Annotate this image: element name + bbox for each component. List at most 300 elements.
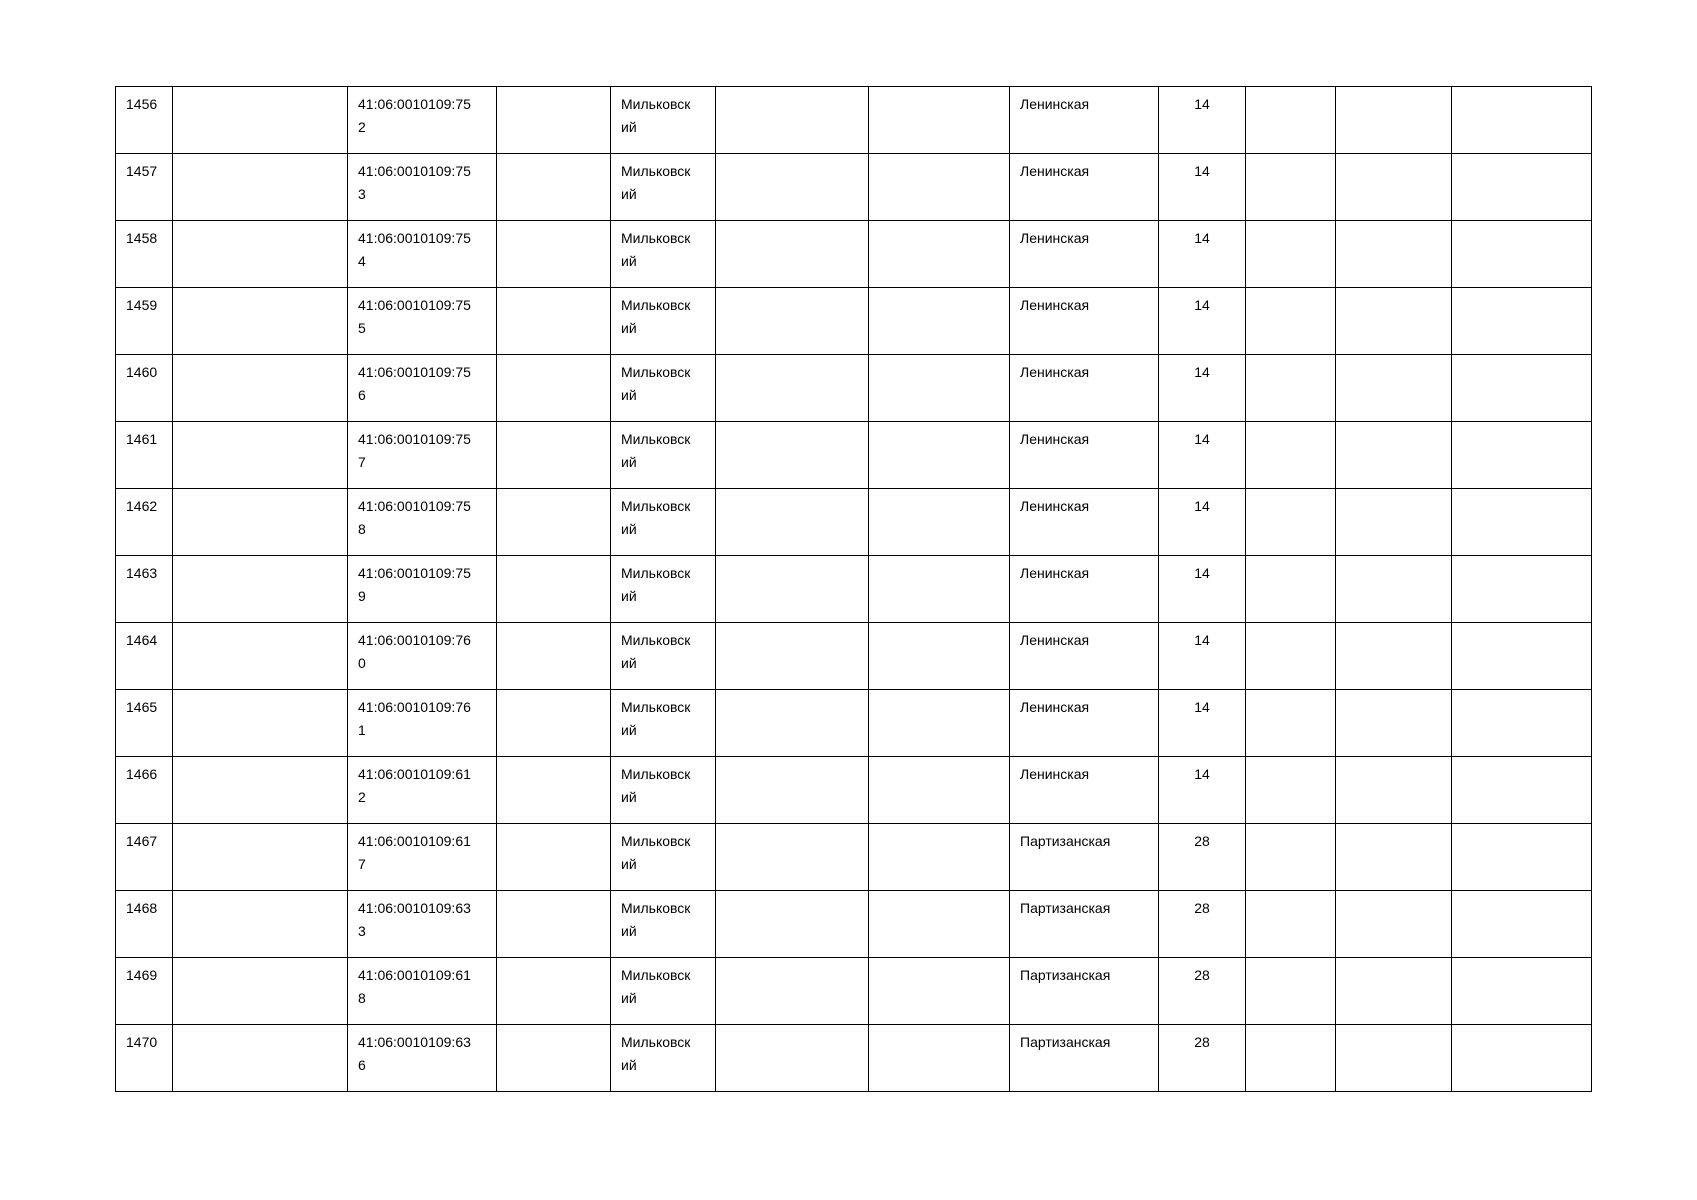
empty-cell [869, 355, 1010, 422]
empty-cell [1336, 891, 1452, 958]
cadastral-number-line-1: 41:06:0010109:75 [358, 230, 471, 246]
empty-cell [497, 891, 611, 958]
empty-cell [1246, 355, 1336, 422]
street-cell [1010, 891, 1159, 958]
cadastral-number-line-2: 9 [358, 587, 366, 604]
cadastral-number-line-1: 41:06:0010109:61 [358, 766, 471, 782]
empty-cell [869, 1025, 1010, 1092]
empty-cell [497, 958, 611, 1025]
empty-cell [1246, 489, 1336, 556]
cadastral-number-cell [348, 288, 497, 355]
street-name: Ленинская [1020, 163, 1090, 179]
empty-cell [173, 690, 348, 757]
table-row [116, 489, 1592, 556]
district-cell [611, 891, 716, 958]
empty-cell [716, 891, 869, 958]
cadastral-number-cell [348, 355, 497, 422]
house-number: 14 [1194, 364, 1210, 380]
district-cell [611, 221, 716, 288]
district-line-2: ий [621, 721, 637, 738]
cadastral-number-line-1: 41:06:0010109:75 [358, 565, 471, 581]
cadastral-number-cell [348, 154, 497, 221]
cadastral-number-cell [348, 87, 497, 154]
empty-cell [869, 690, 1010, 757]
row-number-cell [116, 556, 173, 623]
street-cell [1010, 87, 1159, 154]
empty-cell [869, 556, 1010, 623]
house-number: 28 [1194, 833, 1210, 849]
empty-cell [497, 87, 611, 154]
empty-cell [497, 824, 611, 891]
row-number-cell [116, 489, 173, 556]
empty-cell [173, 87, 348, 154]
table-row [116, 154, 1592, 221]
table-row [116, 958, 1592, 1025]
cadastral-number-line-2: 2 [358, 788, 366, 805]
empty-cell [869, 422, 1010, 489]
empty-cell [1452, 355, 1592, 422]
district-line-1: Мильковск [621, 1034, 691, 1050]
district-line-1: Мильковск [621, 967, 691, 983]
house-number-cell [1159, 690, 1246, 757]
house-number: 14 [1194, 431, 1210, 447]
empty-cell [869, 288, 1010, 355]
empty-cell [173, 288, 348, 355]
district-line-1: Мильковск [621, 498, 691, 514]
district-cell [611, 154, 716, 221]
empty-cell [716, 690, 869, 757]
house-number-cell [1159, 1025, 1246, 1092]
house-number-cell [1159, 422, 1246, 489]
empty-cell [869, 757, 1010, 824]
street-name: Партизанская [1020, 1034, 1111, 1050]
empty-cell [716, 422, 869, 489]
row-number: 1460 [126, 364, 158, 380]
cadastral-number-line-1: 41:06:0010109:75 [358, 431, 471, 447]
house-number-cell [1159, 623, 1246, 690]
empty-cell [1336, 1025, 1452, 1092]
row-number-cell [116, 87, 173, 154]
district-line-2: ий [621, 185, 637, 202]
district-cell [611, 958, 716, 1025]
row-number-cell [116, 690, 173, 757]
cadastral-number-line-1: 41:06:0010109:61 [358, 967, 471, 983]
district-line-2: ий [621, 520, 637, 537]
district-line-2: ий [621, 788, 637, 805]
district-cell [611, 623, 716, 690]
empty-cell [869, 221, 1010, 288]
empty-cell [1452, 154, 1592, 221]
empty-cell [716, 154, 869, 221]
cadastral-number-line-1: 41:06:0010109:76 [358, 699, 471, 715]
street-cell [1010, 690, 1159, 757]
street-name: Партизанская [1020, 967, 1111, 983]
empty-cell [869, 489, 1010, 556]
cadastral-number-line-1: 41:06:0010109:75 [358, 297, 471, 313]
cadastral-number-line-2: 8 [358, 520, 366, 537]
district-cell [611, 556, 716, 623]
row-number-cell [116, 757, 173, 824]
row-number: 1458 [126, 230, 158, 246]
empty-cell [1246, 87, 1336, 154]
district-line-1: Мильковск [621, 565, 691, 581]
empty-cell [497, 757, 611, 824]
street-name: Ленинская [1020, 96, 1090, 112]
empty-cell [1336, 824, 1452, 891]
district-cell [611, 690, 716, 757]
district-line-1: Мильковск [621, 833, 691, 849]
row-number: 1463 [126, 565, 158, 581]
empty-cell [173, 154, 348, 221]
empty-cell [716, 556, 869, 623]
street-name: Партизанская [1020, 833, 1111, 849]
street-cell [1010, 958, 1159, 1025]
cadastral-number-cell [348, 422, 497, 489]
row-number: 1457 [126, 163, 158, 179]
empty-cell [1246, 757, 1336, 824]
row-number-cell [116, 623, 173, 690]
empty-cell [497, 288, 611, 355]
row-number: 1467 [126, 833, 158, 849]
house-number-cell [1159, 87, 1246, 154]
street-cell [1010, 489, 1159, 556]
row-number: 1464 [126, 632, 158, 648]
row-number: 1461 [126, 431, 158, 447]
district-line-2: ий [621, 252, 637, 269]
empty-cell [1336, 422, 1452, 489]
district-cell [611, 87, 716, 154]
street-name: Ленинская [1020, 364, 1090, 380]
table-row [116, 824, 1592, 891]
house-number: 28 [1194, 1034, 1210, 1050]
house-number-cell [1159, 556, 1246, 623]
empty-cell [1246, 623, 1336, 690]
street-cell [1010, 422, 1159, 489]
empty-cell [716, 958, 869, 1025]
empty-cell [1452, 623, 1592, 690]
cadastral-number-cell [348, 556, 497, 623]
house-number: 14 [1194, 163, 1210, 179]
empty-cell [497, 556, 611, 623]
cadastral-number-line-1: 41:06:0010109:63 [358, 1034, 471, 1050]
district-cell [611, 355, 716, 422]
district-line-1: Мильковск [621, 297, 691, 313]
row-number: 1462 [126, 498, 158, 514]
row-number: 1465 [126, 699, 158, 715]
district-line-2: ий [621, 386, 637, 403]
cadastral-number-line-2: 8 [358, 989, 366, 1006]
empty-cell [173, 221, 348, 288]
empty-cell [1452, 221, 1592, 288]
empty-cell [1452, 958, 1592, 1025]
empty-cell [869, 958, 1010, 1025]
house-number-cell [1159, 221, 1246, 288]
district-line-1: Мильковск [621, 766, 691, 782]
empty-cell [173, 489, 348, 556]
empty-cell [1452, 489, 1592, 556]
street-cell [1010, 757, 1159, 824]
empty-cell [497, 489, 611, 556]
empty-cell [173, 355, 348, 422]
empty-cell [1336, 154, 1452, 221]
house-number: 14 [1194, 632, 1210, 648]
cadastral-number-cell [348, 1025, 497, 1092]
district-line-1: Мильковск [621, 96, 691, 112]
empty-cell [1336, 690, 1452, 757]
row-number: 1459 [126, 297, 158, 313]
street-cell [1010, 1025, 1159, 1092]
row-number: 1468 [126, 900, 158, 916]
house-number: 14 [1194, 96, 1210, 112]
district-cell [611, 489, 716, 556]
cadastral-number-cell [348, 824, 497, 891]
house-number: 28 [1194, 967, 1210, 983]
empty-cell [173, 824, 348, 891]
house-number: 28 [1194, 900, 1210, 916]
table-body [116, 87, 1592, 1092]
street-name: Ленинская [1020, 565, 1090, 581]
house-number: 14 [1194, 766, 1210, 782]
district-line-2: ий [621, 1056, 637, 1073]
empty-cell [716, 757, 869, 824]
empty-cell [1336, 757, 1452, 824]
district-line-1: Мильковск [621, 431, 691, 447]
cadastral-number-line-2: 0 [358, 654, 366, 671]
empty-cell [1246, 154, 1336, 221]
district-line-2: ий [621, 654, 637, 671]
empty-cell [1452, 556, 1592, 623]
district-line-2: ий [621, 855, 637, 872]
cadastral-number-line-2: 3 [358, 922, 366, 939]
empty-cell [1246, 891, 1336, 958]
district-line-1: Мильковск [621, 364, 691, 380]
cadastral-number-line-2: 1 [358, 721, 366, 738]
table-row [116, 288, 1592, 355]
empty-cell [1336, 355, 1452, 422]
district-cell [611, 1025, 716, 1092]
street-cell [1010, 288, 1159, 355]
row-number-cell [116, 824, 173, 891]
row-number: 1456 [126, 96, 158, 112]
empty-cell [869, 824, 1010, 891]
cadastral-number-line-1: 41:06:0010109:75 [358, 163, 471, 179]
house-number-cell [1159, 154, 1246, 221]
empty-cell [716, 489, 869, 556]
empty-cell [1452, 891, 1592, 958]
empty-cell [1452, 824, 1592, 891]
empty-cell [1452, 1025, 1592, 1092]
empty-cell [1246, 1025, 1336, 1092]
district-line-2: ий [621, 453, 637, 470]
empty-cell [716, 623, 869, 690]
house-number-cell [1159, 757, 1246, 824]
house-number-cell [1159, 824, 1246, 891]
cadastral-number-line-2: 6 [358, 386, 366, 403]
street-cell [1010, 221, 1159, 288]
district-line-1: Мильковск [621, 900, 691, 916]
empty-cell [869, 891, 1010, 958]
street-name: Партизанская [1020, 900, 1111, 916]
cadastral-number-line-2: 7 [358, 453, 366, 470]
empty-cell [1452, 422, 1592, 489]
empty-cell [173, 891, 348, 958]
cadastral-number-line-1: 41:06:0010109:75 [358, 498, 471, 514]
empty-cell [1336, 489, 1452, 556]
row-number-cell [116, 154, 173, 221]
row-number: 1470 [126, 1034, 158, 1050]
row-number-cell [116, 221, 173, 288]
district-line-2: ий [621, 989, 637, 1006]
street-cell [1010, 154, 1159, 221]
table-row [116, 556, 1592, 623]
house-number: 14 [1194, 699, 1210, 715]
street-cell [1010, 623, 1159, 690]
street-name: Ленинская [1020, 230, 1090, 246]
house-number-cell [1159, 489, 1246, 556]
row-number-cell [116, 891, 173, 958]
empty-cell [497, 221, 611, 288]
empty-cell [1452, 87, 1592, 154]
empty-cell [1336, 288, 1452, 355]
district-line-2: ий [621, 922, 637, 939]
empty-cell [1452, 757, 1592, 824]
empty-cell [173, 1025, 348, 1092]
empty-cell [716, 221, 869, 288]
empty-cell [1336, 87, 1452, 154]
empty-cell [497, 355, 611, 422]
table-row [116, 422, 1592, 489]
cadastral-number-line-2: 6 [358, 1056, 366, 1073]
empty-cell [1336, 623, 1452, 690]
empty-cell [869, 87, 1010, 154]
empty-cell [1246, 824, 1336, 891]
district-line-1: Мильковск [621, 230, 691, 246]
empty-cell [869, 623, 1010, 690]
row-number-cell [116, 958, 173, 1025]
empty-cell [1336, 958, 1452, 1025]
house-number: 14 [1194, 297, 1210, 313]
house-number-cell [1159, 891, 1246, 958]
empty-cell [1246, 556, 1336, 623]
district-line-2: ий [621, 319, 637, 336]
row-number: 1466 [126, 766, 158, 782]
empty-cell [869, 154, 1010, 221]
house-number: 14 [1194, 565, 1210, 581]
empty-cell [1246, 958, 1336, 1025]
empty-cell [1246, 690, 1336, 757]
empty-cell [1452, 690, 1592, 757]
empty-cell [716, 824, 869, 891]
cadastral-number-cell [348, 690, 497, 757]
table-row [116, 757, 1592, 824]
empty-cell [173, 757, 348, 824]
cadastral-number-cell [348, 757, 497, 824]
street-name: Ленинская [1020, 699, 1090, 715]
street-cell [1010, 824, 1159, 891]
house-number-cell [1159, 958, 1246, 1025]
empty-cell [173, 422, 348, 489]
empty-cell [497, 1025, 611, 1092]
district-line-2: ий [621, 118, 637, 135]
table-row [116, 891, 1592, 958]
empty-cell [1452, 288, 1592, 355]
street-name: Ленинская [1020, 297, 1090, 313]
empty-cell [716, 1025, 869, 1092]
empty-cell [716, 288, 869, 355]
empty-cell [497, 690, 611, 757]
empty-cell [1336, 556, 1452, 623]
street-name: Ленинская [1020, 766, 1090, 782]
empty-cell [173, 623, 348, 690]
row-number: 1469 [126, 967, 158, 983]
street-name: Ленинская [1020, 632, 1090, 648]
district-cell [611, 422, 716, 489]
empty-cell [716, 87, 869, 154]
street-cell [1010, 355, 1159, 422]
empty-cell [716, 355, 869, 422]
cadastral-number-cell [348, 891, 497, 958]
registry-table [115, 86, 1592, 1092]
house-number: 14 [1194, 498, 1210, 514]
district-cell [611, 757, 716, 824]
row-number-cell [116, 1025, 173, 1092]
house-number-cell [1159, 288, 1246, 355]
empty-cell [497, 422, 611, 489]
empty-cell [173, 556, 348, 623]
cadastral-number-line-2: 7 [358, 855, 366, 872]
cadastral-number-line-1: 41:06:0010109:76 [358, 632, 471, 648]
table-row [116, 221, 1592, 288]
empty-cell [1246, 288, 1336, 355]
empty-cell [497, 623, 611, 690]
district-line-1: Мильковск [621, 632, 691, 648]
cadastral-number-line-2: 4 [358, 252, 366, 269]
street-name: Ленинская [1020, 498, 1090, 514]
empty-cell [1336, 221, 1452, 288]
row-number-cell [116, 288, 173, 355]
cadastral-number-line-2: 5 [358, 319, 366, 336]
table-row [116, 355, 1592, 422]
district-cell [611, 824, 716, 891]
table-row [116, 623, 1592, 690]
table-row [116, 1025, 1592, 1092]
row-number-cell [116, 422, 173, 489]
table-row [116, 87, 1592, 154]
cadastral-number-line-2: 3 [358, 185, 366, 202]
cadastral-number-cell [348, 958, 497, 1025]
cadastral-number-line-1: 41:06:0010109:61 [358, 833, 471, 849]
district-line-2: ий [621, 587, 637, 604]
street-cell [1010, 556, 1159, 623]
cadastral-number-cell [348, 489, 497, 556]
row-number-cell [116, 355, 173, 422]
cadastral-number-line-2: 2 [358, 118, 366, 135]
empty-cell [497, 154, 611, 221]
table-row [116, 690, 1592, 757]
empty-cell [1246, 422, 1336, 489]
district-line-1: Мильковск [621, 163, 691, 179]
house-number-cell [1159, 355, 1246, 422]
cadastral-number-line-1: 41:06:0010109:63 [358, 900, 471, 916]
empty-cell [1246, 221, 1336, 288]
house-number: 14 [1194, 230, 1210, 246]
district-line-1: Мильковск [621, 699, 691, 715]
street-name: Ленинская [1020, 431, 1090, 447]
cadastral-number-cell [348, 221, 497, 288]
district-cell [611, 288, 716, 355]
cadastral-number-line-1: 41:06:0010109:75 [358, 96, 471, 112]
cadastral-number-cell [348, 623, 497, 690]
